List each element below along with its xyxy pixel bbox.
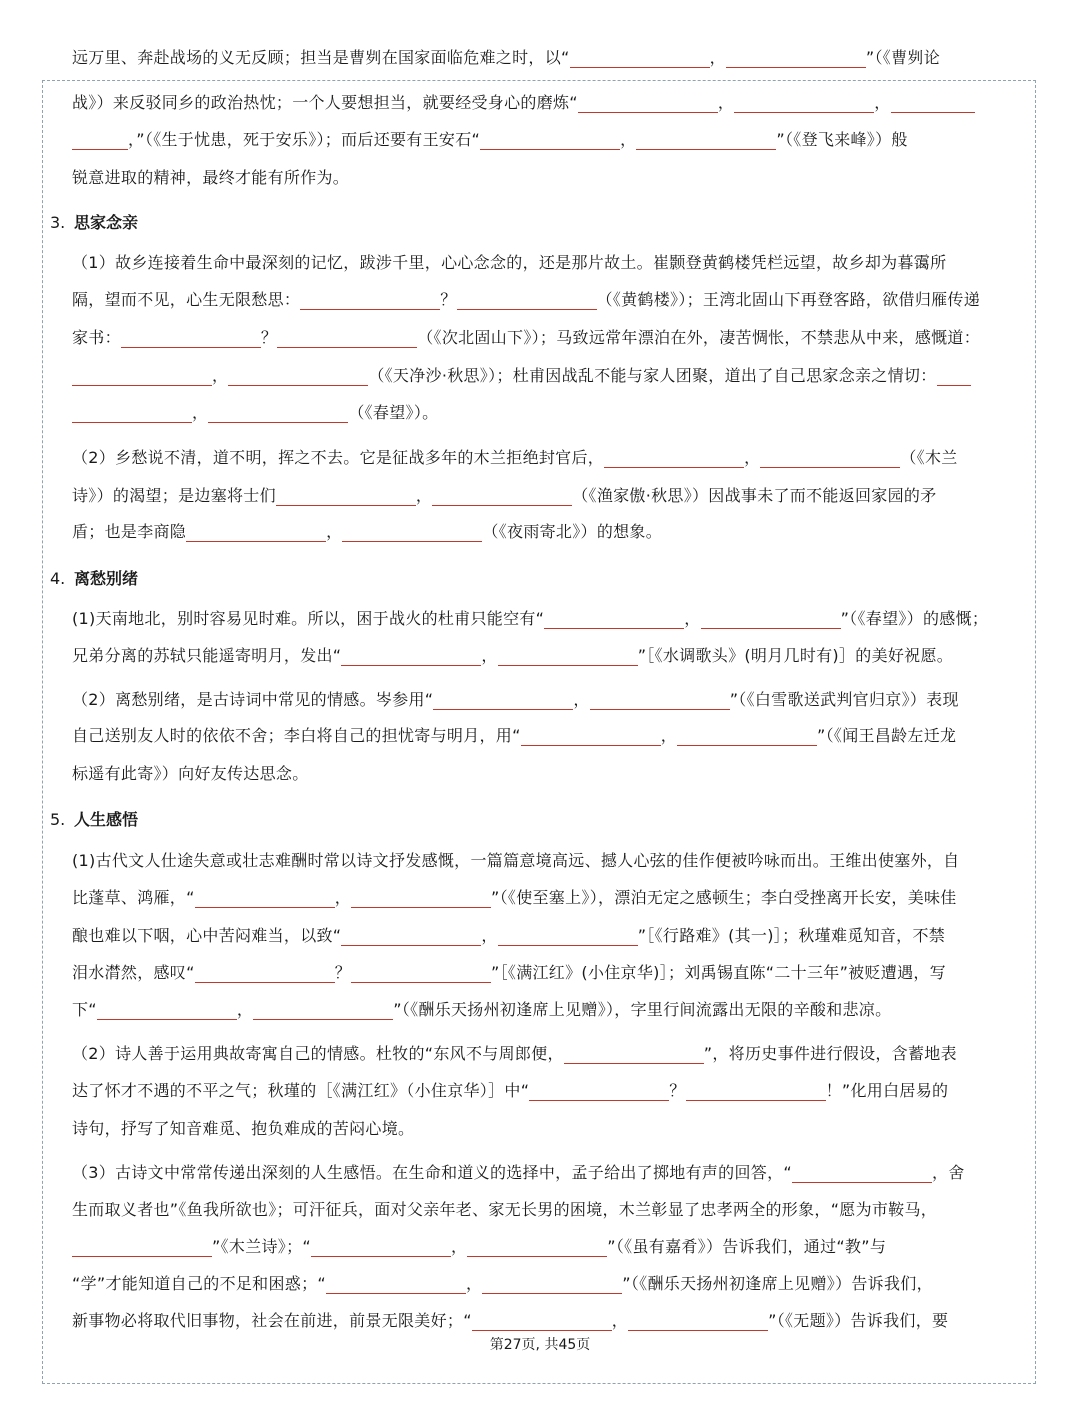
blank[interactable] bbox=[564, 1045, 704, 1064]
blank[interactable] bbox=[72, 131, 128, 150]
page-number: 第27页, 共45页 bbox=[489, 1337, 591, 1353]
blank[interactable] bbox=[195, 964, 335, 983]
blank[interactable] bbox=[677, 727, 817, 746]
blank[interactable] bbox=[433, 691, 573, 710]
text-line: 自己送别友人时的依依不舍；李白将自己的担忧寄与明月，用“ ， ”（《闻王昌龄左迁龙 bbox=[72, 726, 957, 745]
blank[interactable] bbox=[498, 647, 638, 666]
blank[interactable] bbox=[604, 449, 744, 468]
blank[interactable] bbox=[97, 1001, 237, 1020]
text-line: 远万里、奔赴战场的义无反顾；担当是曹刿在国家面临危难之时，以“ ， ”（《曹刿论 bbox=[72, 48, 940, 67]
text-line: 战》）来反驳同乡的政治热忱；一个人要想担当，就要经受身心的磨炼“ ， ， bbox=[72, 93, 975, 113]
blank[interactable] bbox=[432, 487, 572, 506]
section-heading-3: 3. 思家念亲 bbox=[50, 213, 139, 232]
blank[interactable] bbox=[701, 610, 841, 629]
blank[interactable] bbox=[636, 131, 776, 150]
text-line: 新事物必将取代旧事物，社会在前进，前景无限美好；“ ， ”（《无题》）告诉我们，要 bbox=[72, 1311, 949, 1330]
blank[interactable] bbox=[326, 1275, 466, 1294]
text-line: （2）离愁别绪，是古诗词中常见的情感。岑参用“ ， ”（《白雪歌送武判官归京》）表现 bbox=[72, 690, 959, 709]
blank[interactable] bbox=[472, 1312, 612, 1331]
text-line: 诗句，抒写了知音难觅、抱负难成的苦闷心境。 bbox=[72, 1119, 415, 1138]
blank[interactable] bbox=[341, 927, 481, 946]
blank[interactable] bbox=[72, 367, 212, 386]
text-line: ，”（《生于忧患，死于安乐》）；而后还要有王安石“ ， ”（《登飞来峰》）般 bbox=[72, 130, 908, 150]
blank[interactable] bbox=[792, 1164, 932, 1183]
blank[interactable] bbox=[482, 1275, 622, 1294]
blank[interactable] bbox=[341, 647, 481, 666]
blank[interactable] bbox=[72, 404, 192, 423]
blank[interactable] bbox=[891, 94, 975, 113]
blank[interactable] bbox=[186, 523, 326, 542]
text-line: ， （《天净沙·秋思》）；杜甫因战乱不能与家人团聚，道出了自己思家念亲之情切： bbox=[72, 366, 971, 386]
blank[interactable] bbox=[72, 1238, 212, 1257]
blank[interactable] bbox=[521, 727, 661, 746]
blank[interactable] bbox=[300, 291, 440, 310]
blank[interactable] bbox=[121, 329, 261, 348]
blank[interactable] bbox=[351, 889, 491, 908]
blank[interactable] bbox=[529, 1082, 669, 1101]
text-line: 比蓬草、鸿雁，“ ， ”（《使至塞上》），漂泊无定之感顿生；李白受挫离开长安，美味佳 bbox=[72, 888, 957, 907]
blank[interactable] bbox=[253, 1001, 393, 1020]
blank[interactable] bbox=[760, 449, 900, 468]
blank[interactable] bbox=[480, 131, 620, 150]
text-line: 隔，望而不见，心生无限愁思： ？ （《黄鹤楼》）；王湾北固山下再登客路，欲借归雁传递 bbox=[72, 290, 981, 309]
blank[interactable] bbox=[276, 487, 416, 506]
text-line: 泪水潸然，感叹“ ？ ”［《满江红》(小住京华)］；刘禹锡直陈“二十三年”被贬遭遇，写 bbox=[72, 963, 946, 982]
text-line: ”《木兰诗》；“ ， ”（《虽有嘉肴》）告诉我们，通过“教”与 bbox=[72, 1237, 886, 1257]
text-line: 下“ ， ”（《酬乐天扬州初逢席上见赠》），字里行间流露出无限的辛酸和悲凉。 bbox=[72, 1000, 892, 1019]
blank[interactable] bbox=[351, 964, 491, 983]
blank[interactable] bbox=[311, 1238, 451, 1257]
blank[interactable] bbox=[342, 523, 482, 542]
blank[interactable] bbox=[208, 404, 348, 423]
blank[interactable] bbox=[498, 927, 638, 946]
text-line: 诗》）的渴望；是边塞将士们 ， （《渔家傲·秋思》）因战事未了而不能返回家园的矛 bbox=[72, 486, 937, 505]
text-line: （3）古诗文中常常传递出深刻的人生感悟。在生命和道义的选择中，孟子给出了掷地有声的回答，“ ，舍 bbox=[72, 1163, 965, 1182]
blank[interactable] bbox=[544, 610, 684, 629]
section-heading-4: 4. 离愁别绪 bbox=[50, 569, 139, 588]
blank[interactable] bbox=[578, 94, 718, 113]
text-line: 酿也难以下咽，心中苦闷难当，以致“ ， ”［《行路难》(其一)］；秋瑾难觅知音，不禁 bbox=[72, 926, 946, 945]
text-line: （2）诗人善于运用典故寄寓自己的情感。杜牧的“东风不与周郎便， ”，将历史事件进行假设，含蓄地表 bbox=[72, 1044, 957, 1063]
blank[interactable] bbox=[590, 691, 730, 710]
text-line: （1）故乡连接着生命中最深刻的记忆，跋涉千里，心心念念的，还是那片故土。崔颢登黄鹤楼凭栏远望，故乡却为暮霭所 bbox=[72, 253, 947, 272]
blank[interactable] bbox=[570, 49, 710, 68]
text-line: 达了怀才不遇的不平之气；秋瑾的［《满江红》（小住京华）］中“ ？ ！”化用白居易的 bbox=[72, 1081, 949, 1100]
blank[interactable] bbox=[686, 1082, 826, 1101]
text-line: 盾；也是李商隐 ， （《夜雨寄北》）的想象。 bbox=[72, 522, 663, 541]
text-line: “学”才能知道自己的不足和困惑；“ ， ”（《酬乐天扬州初逢席上见赠》）告诉我们， bbox=[72, 1274, 933, 1293]
blank[interactable] bbox=[195, 889, 335, 908]
blank[interactable] bbox=[628, 1312, 768, 1331]
text-line: 标遥有此寄》）向好友传达思念。 bbox=[72, 764, 309, 783]
blank[interactable] bbox=[277, 329, 417, 348]
text-line: 生而取义者也”《鱼我所欲也》；可汗征兵，面对父亲年老、家无长男的困境，木兰彰显了忠孝两全的形象，“愿为市鞍马， bbox=[72, 1200, 938, 1219]
text-line: （2）乡愁说不清，道不明，挥之不去。它是征战多年的木兰拒绝封官后， ， （《木兰 bbox=[72, 448, 958, 467]
text-line: (1)天南地北，别时容易见时难。所以，困于战火的杜甫只能空有“ ， ”（《春望》）的感慨； bbox=[72, 609, 989, 628]
blank[interactable] bbox=[228, 367, 368, 386]
blank[interactable] bbox=[937, 367, 971, 386]
section-heading-5: 5. 人生感悟 bbox=[50, 810, 139, 829]
blank[interactable] bbox=[457, 291, 597, 310]
text-line: ， （《春望》）。 bbox=[72, 403, 438, 423]
text-line: 锐意进取的精神，最终才能有所作为。 bbox=[72, 168, 350, 187]
text-line: (1)古代文人仕途失意或壮志难酬时常以诗文抒发感慨，一篇篇意境高远、撼人心弦的佳作便被吟咏而出。王维出使塞外，自 bbox=[72, 851, 960, 870]
text-line: 兄弟分离的苏轼只能遥寄明月，发出“ ， ”［《水调歌头》(明月几时有)］的美好祝愿。 bbox=[72, 646, 954, 665]
blank[interactable] bbox=[467, 1238, 607, 1257]
blank[interactable] bbox=[726, 49, 866, 68]
text-line: 家书： ？ （《次北固山下》）；马致远常年漂泊在外，凄苦惆怅，不禁悲从中来，感慨道： bbox=[72, 328, 981, 347]
blank[interactable] bbox=[734, 94, 874, 113]
